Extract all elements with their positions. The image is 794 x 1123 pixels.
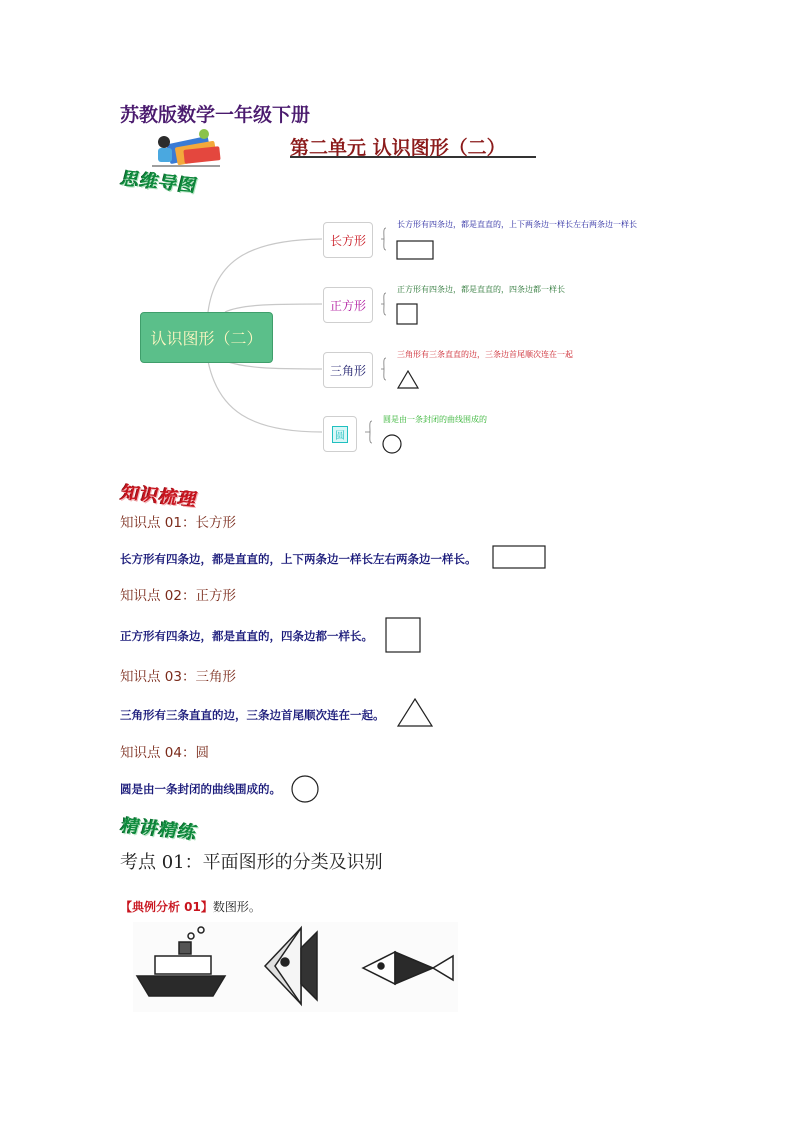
circle-shape-icon — [381, 433, 403, 455]
rectangle-figure-icon — [492, 545, 548, 571]
mind-map-node-circle — [323, 416, 357, 452]
mind-map-node-square: 正方形 — [323, 287, 373, 323]
mind-map-note-square: 正方形有四条边，都是直直的，四条边都一样长 — [397, 285, 565, 294]
circle-figure-icon — [290, 774, 320, 804]
exam-point-title — [120, 848, 383, 874]
triangle-shape-icon — [396, 369, 420, 391]
exam-point-number: 01 — [161, 852, 185, 873]
knowledge-point-desc-3: 三角形有三条直直的边，三条边首尾顺次连在一起。 — [120, 708, 385, 722]
mind-map-node-triangle: 三角形 — [323, 352, 373, 388]
section-title-practice: 精讲精练 — [120, 815, 196, 844]
mind-map-note-triangle: 三角形有三条直直的边，三条边首尾顺次连在一起 — [397, 350, 573, 359]
square-figure-icon — [385, 617, 423, 655]
knowledge-point-desc-4: 圆是由一条封闭的曲线围成的。 — [120, 782, 281, 796]
example-heading — [120, 898, 261, 915]
knowledge-point-label-2: 知识点 02：正方形 — [120, 588, 236, 604]
knowledge-point-desc-2: 正方形有四条边，都是直直的，四条边都一样长。 — [120, 629, 373, 643]
knowledge-point-desc-1: 长方形有四条边，都是直直的，上下两条边一样长左右两条边一样长。 — [120, 552, 477, 566]
rectangle-shape-icon — [396, 240, 436, 262]
exam-point-text: ：平面图形的分类及识别 — [184, 852, 383, 873]
mind-map-note-circle: 圆是由一条封闭的曲线围成的 — [383, 415, 487, 424]
shape-pictures — [133, 922, 458, 1012]
mind-map-node-circle-label: 圆 — [332, 426, 348, 443]
example-tag: 【典例分析 01】 — [120, 900, 213, 914]
mind-map-note-rectangle: 长方形有四条边，都是直直的，上下两条边一样长左右两条边一样长 — [397, 220, 637, 229]
mind-map-center-node: 认识图形（二） — [140, 312, 273, 363]
mind-map-node-rectangle: 长方形 — [323, 222, 373, 258]
book-title: 苏教版数学一年级下册 — [120, 104, 311, 126]
knowledge-point-label-3: 知识点 03：三角形 — [120, 669, 236, 685]
example-text: 数图形。 — [212, 900, 261, 914]
knowledge-point-label-1: 知识点 01：长方形 — [120, 515, 236, 531]
square-shape-icon — [396, 303, 420, 327]
unit-title: 第二单元 认识图形（二） — [290, 137, 506, 159]
exam-point-prefix: 考点 — [120, 852, 156, 873]
triangle-figure-icon — [397, 697, 435, 729]
mind-map-connectors — [0, 0, 794, 470]
section-title-mind-map: 思维导图 — [120, 168, 196, 197]
section-title-knowledge: 知识梳理 — [120, 482, 196, 511]
knowledge-point-label-4: 知识点 04：圆 — [120, 745, 209, 761]
